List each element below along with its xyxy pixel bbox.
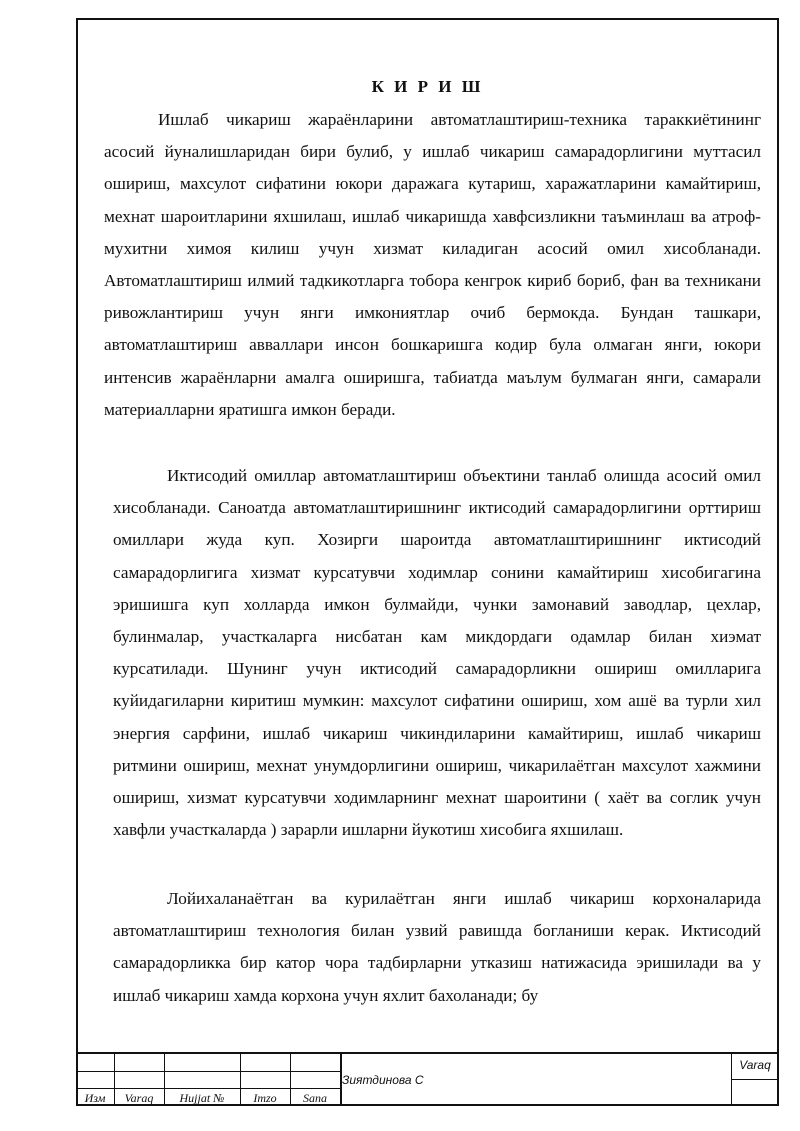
page-title: К И Р И Ш (371, 77, 484, 96)
stamp-col-date: Sana (303, 1091, 327, 1105)
paragraph-2-text: Иктисодий омиллар автоматлаштириш объектини танлаб олишда асосий омил хисобланади. Саноатда автоматлаштиришнинг иктисодий самарадорлигини орттириш омиллари жуда куп. Хозирги шароитда автоматлаштиришнинг иктисодий самарадорлигига хизмат курсатувчи ходимлар сонини камайтириш хисобигагина эришишга куп холларда имкон булмайди, чунки замонавий заводлар, цехлар, булинмалар, участкаларга нисбатан кам микдордаги одамлар билан хиэмат курсатилади. Шунинг учун иктисодий самарадорликни ошириш омилларига куйидагиларни киритиш мумкин: махсулот сифатини ошириш, хом ашё ва турли хил энергия сарфини, ишлаб чикариш чикиндиларини камайтириш, ишлаб чикариш ритмини ошириш, мехнат унумдорлигини ошириш, чикарилаётган махсулот хажмини ошириш, хизмат курсатувчи ходимларнинг мехнат шароитини ( хаёт ва соглик учун хавфли участкаларда ) зарарли ишларни йукотиш хисобига яхшилаш. (113, 466, 761, 840)
stamp-author: Зиятдинова С (342, 1073, 424, 1087)
stamp-row-line (731, 1079, 779, 1080)
stamp-row-line (76, 1071, 341, 1072)
paragraph-3-text: Лойихаланаётган ва курилаётган янги ишлаб чикариш корхоналарида автоматлаштириш технология билан узвий равишда богланиши керак. Иктисодий самарадорликка бир катор чора тадбирларни утказиш натижасида эришилади ва у ишлаб чикариш хамда корхона учун яхлит бахоланади; бу (113, 889, 761, 1005)
stamp-top-border (76, 1052, 779, 1054)
stamp-col-sheet: Varaq (124, 1091, 154, 1105)
stamp-row-line (76, 1088, 341, 1089)
paragraph-1 (104, 104, 761, 426)
paragraph-1-text: Ишлаб чикариш жараёнларини автоматлаштириш-техника тараккиётининг асосий йуналишларидан бири булиб, у ишлаб чикариш самарадорлигини муттасил ошириш, махсулот сифатини юкори даражага кутариш, харажатларини камайтириш, мехнат шароитларини яхшилаш, ишлаб чикаришда хавфсизликни таъминлаш ва атроф-мухитни химоя килиш учун хизмат киладиган асосий омил хисобланади. Автоматлаштириш илмий тадкикотларга тобора кенгрок кириб бориб, фан ва техникани ривожлантириш учун янги имкониятлар очиб бермокда. Бундан ташкари, автоматлаштириш авваллари инсон бошкаришга кодир була олмаган янги, юкори интенсив жараёнларни амалга оширишга, табиатда маълум булмаган янги, самарали материалларни яратишга имкон беради. (104, 110, 761, 419)
paragraph-2 (113, 460, 761, 846)
stamp-col-signature: Imzo (253, 1091, 277, 1105)
stamp-col-doc-number: Hujjat № (179, 1091, 225, 1105)
paragraph-3 (113, 883, 761, 1012)
stamp-sheet-label: Varaq (739, 1058, 771, 1072)
stamp-col-change: Изм (84, 1091, 106, 1105)
